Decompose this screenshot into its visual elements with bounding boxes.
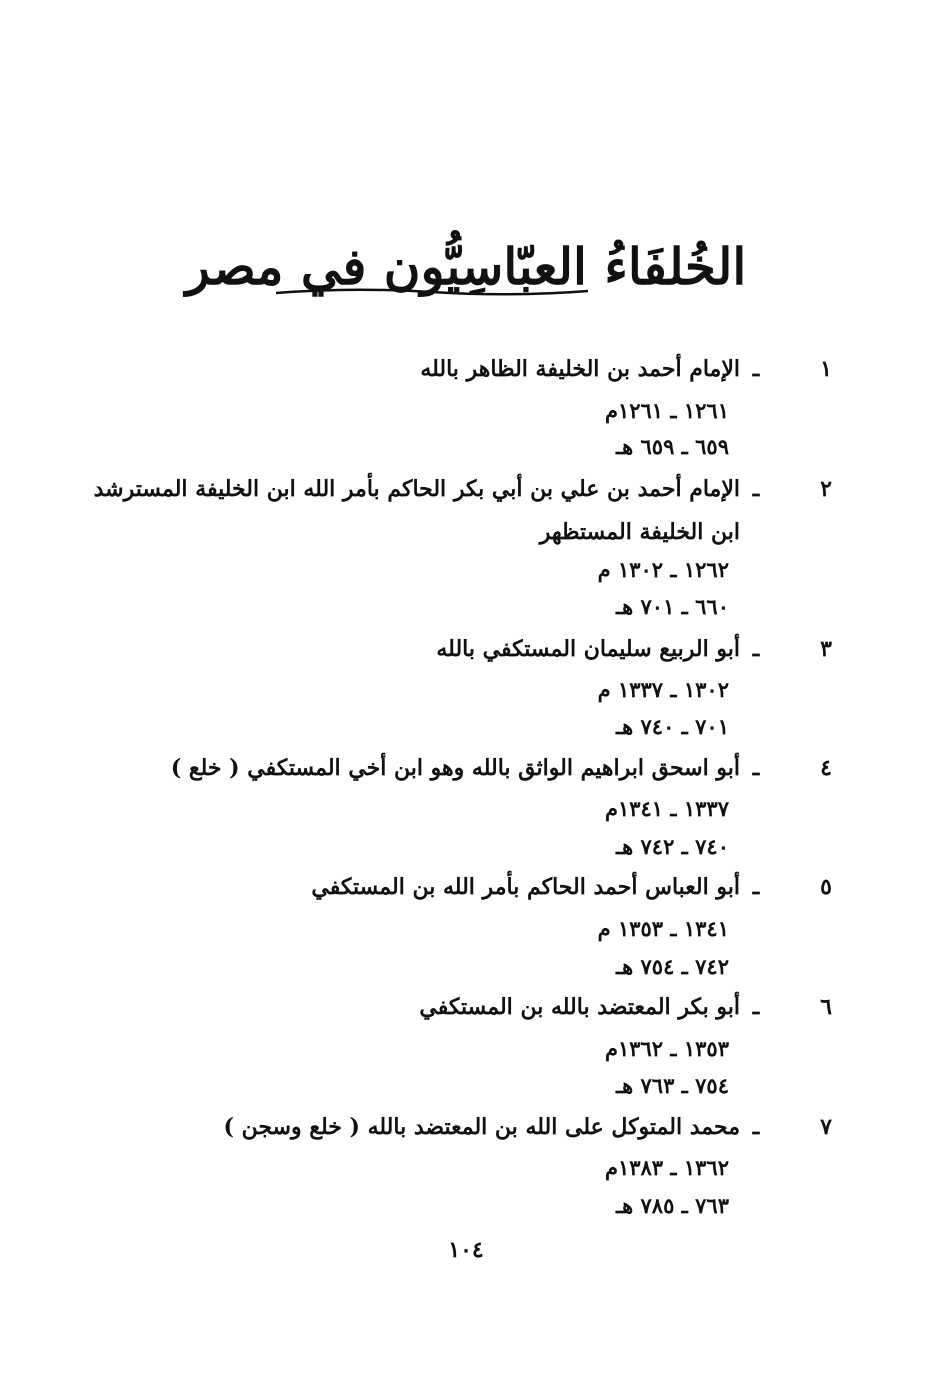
title-flourish: [272, 284, 592, 298]
entry-2-number: ٢: [820, 476, 832, 502]
entry-2-name: الإمام أحمد بن علي بن أبي بكر الحاكم بأمر الله ابن الخليفة المسترشد: [93, 476, 740, 502]
page-number: ١٠٤: [448, 1237, 484, 1263]
entry-7-number: ٧: [820, 1114, 832, 1140]
entry-5-dash: ـ: [752, 874, 760, 900]
entry-5-number: ٥: [820, 874, 832, 900]
entry-4-number: ٤: [820, 755, 832, 781]
page-title: الخُلفَاءُ العبّاسِيُّون في مصر: [185, 237, 747, 296]
entry-2-name-continuation: ابن الخليفة المستظهر: [539, 519, 740, 545]
entry-4-name: أبو اسحق ابراهيم الواثق بالله وهو ابن أخي المستكفي ( خلع ): [170, 755, 740, 781]
entry-7-gregorian: ١٣٦٢ ـ ١٣٨٣م: [604, 1155, 729, 1180]
entry-1-dash: ـ: [752, 356, 760, 382]
entry-2-gregorian: ١٢٦٢ ـ ١٣٠٢ م: [597, 557, 729, 582]
entry-5-name: أبو العباس أحمد الحاكم بأمر الله بن المستكفي: [311, 874, 740, 900]
entry-1-name: الإمام أحمد بن الخليفة الظاهر بالله: [420, 356, 740, 382]
entry-1-number: ١: [820, 356, 832, 382]
entry-4-gregorian: ١٣٣٧ ـ ١٣٤١م: [604, 796, 729, 821]
entry-6-dash: ـ: [752, 994, 760, 1020]
entry-6-hijri: ٧٥٤ ـ ٧٦٣ هـ: [615, 1073, 729, 1098]
entry-4-hijri: ٧٤٠ ـ ٧٤٢ هـ: [615, 834, 729, 859]
entry-1-hijri: ٦٥٩ ـ ٦٥٩ هـ: [615, 434, 729, 459]
entry-6-name: أبو بكر المعتضد بالله بن المستكفي: [419, 994, 740, 1020]
entry-7-hijri: ٧٦٣ ـ ٧٨٥ هـ: [615, 1193, 729, 1218]
entry-1-gregorian: ١٢٦١ ـ ١٢٦١م: [604, 398, 729, 423]
entry-4-dash: ـ: [752, 755, 760, 781]
entry-3-number: ٣: [820, 636, 832, 662]
entry-6-gregorian: ١٣٥٣ ـ ١٣٦٢م: [604, 1036, 729, 1061]
entry-2-dash: ـ: [752, 476, 760, 502]
entry-3-name: أبو الربيع سليمان المستكفي بالله: [436, 636, 740, 662]
entry-3-gregorian: ١٣٠٢ ـ ١٣٣٧ م: [597, 677, 729, 702]
entry-5-hijri: ٧٤٢ ـ ٧٥٤ هـ: [615, 954, 729, 979]
entry-6-number: ٦: [820, 994, 832, 1020]
entry-5-gregorian: ١٣٤١ ـ ١٣٥٣ م: [597, 916, 729, 941]
entry-2-hijri: ٦٦٠ ـ ٧٠١ هـ: [615, 594, 729, 619]
entry-7-dash: ـ: [752, 1114, 760, 1140]
entry-7-name: محمد المتوكل على الله بن المعتضد بالله ( خلع وسجن ): [223, 1114, 740, 1140]
entry-3-hijri: ٧٠١ ـ ٧٤٠ هـ: [615, 714, 729, 739]
entry-3-dash: ـ: [752, 636, 760, 662]
